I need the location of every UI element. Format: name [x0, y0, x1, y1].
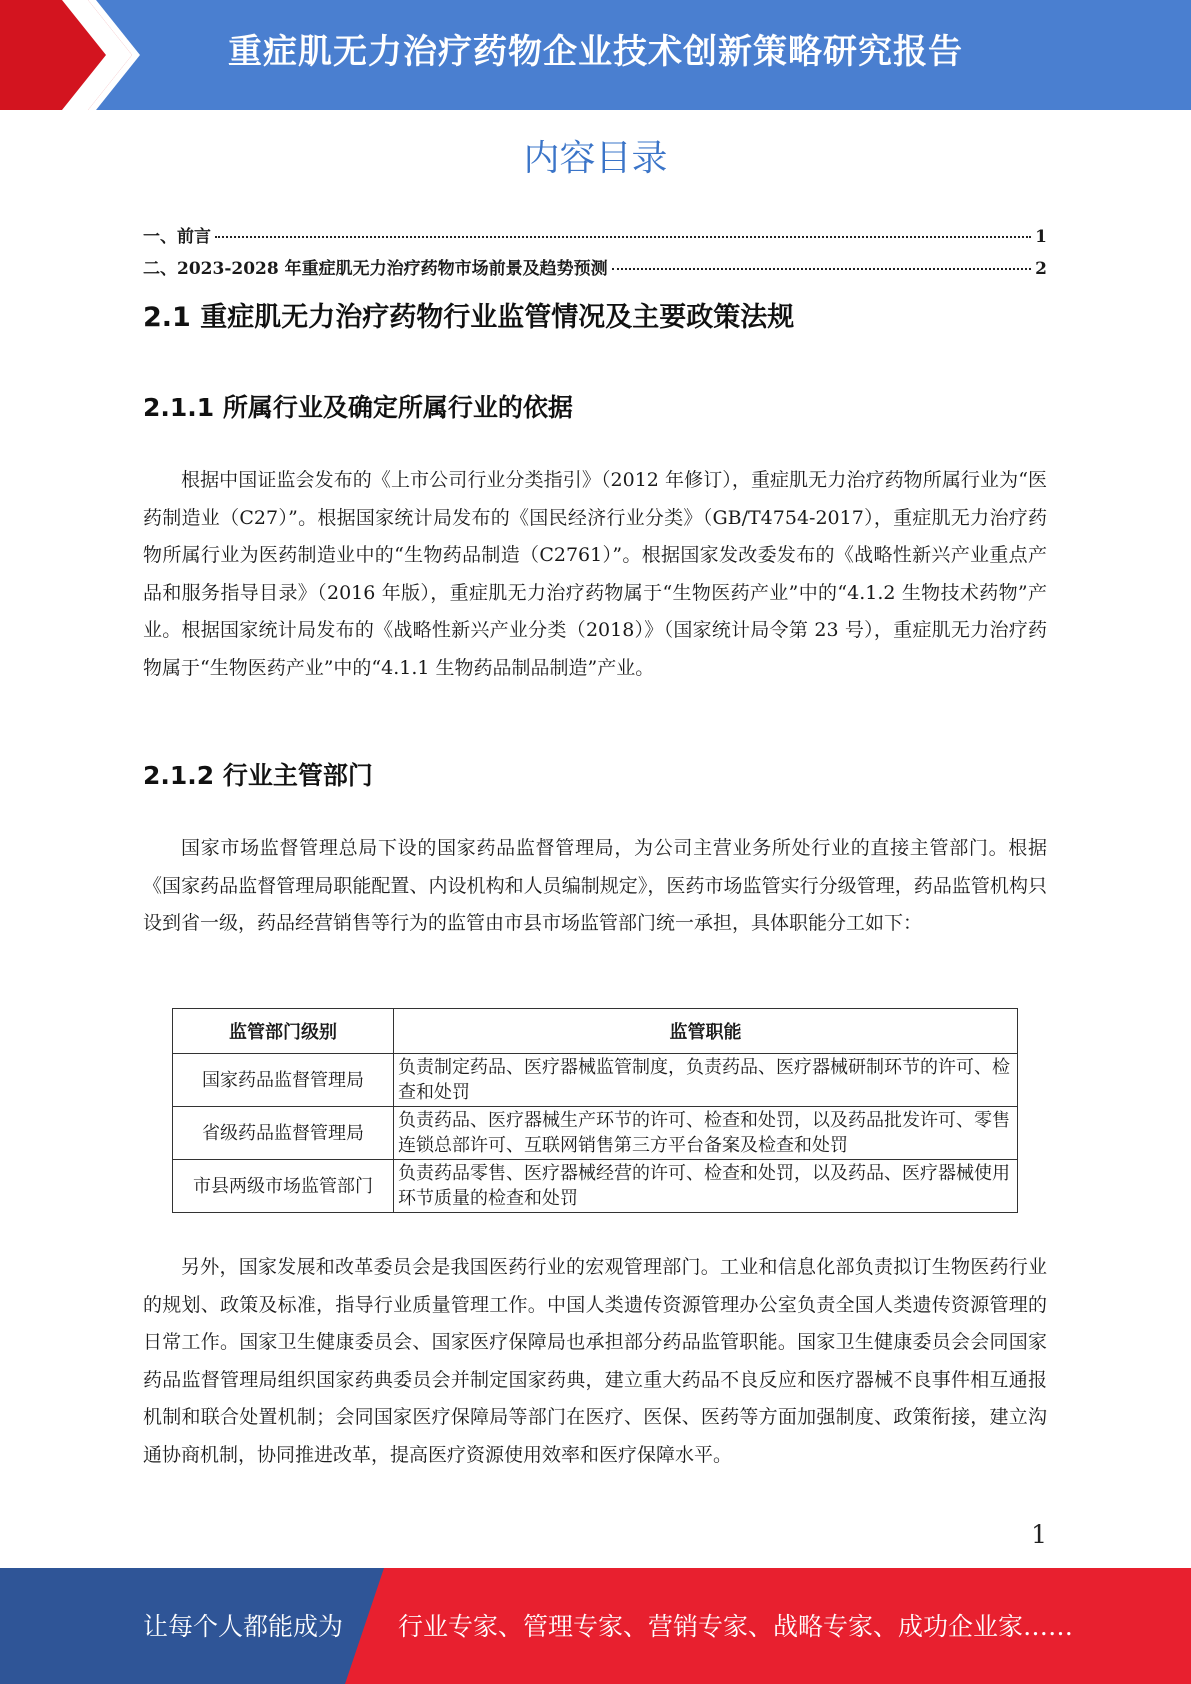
- table-row: [173, 1107, 1018, 1160]
- regulator-paragraph: 国家市场监督管理总局下设的国家药品监督管理局，为公司主营业务所处行业的直接主管部门。根据《国家药品监督管理局职能配置、内设机构和人员编制规定》，医药市场监管实行分级管理，药品监管机构只设到省一级，药品经营销售等行为的监管由市县市场监管部门统一承担，具体职能分工如下：: [143, 837, 1047, 934]
- regulatory-table: [172, 1008, 1018, 1213]
- toc-entry-page: 1: [1035, 227, 1047, 247]
- page-number: 1: [1031, 1520, 1047, 1549]
- industry-classification-paragraph: 根据中国证监会发布的《上市公司行业分类指引》（2012 年修订），重症肌无力治疗药物所属行业为“医药制造业（C27）”。根据国家统计局发布的《国民经济行业分类》（GB/T4754-2017），重症肌无力治疗药物所属行业为医药制造业中的“生物药品制造（C2761）”。根据国家发改委发布的《战略性新兴产业重点产品和服务指导目录》（2016 年版），重症肌无力治疗药物属于“生物医药产业”中的“4.1.2 生物技术药物”产业。根据国家统计局发布的《战略性新兴产业分类（2018）》（国家统计局令第 23 号），重症肌无力治疗药物属于“生物医药产业”中的“4.1.1 生物药品制品制造”产业。: [143, 469, 1047, 679]
- table-cell-level: 省级药品监督管理局: [173, 1107, 394, 1160]
- toc-entry-preface[interactable]: [143, 222, 1047, 254]
- table-header-row: [173, 1009, 1018, 1054]
- toc-entry-page: 2: [1035, 259, 1047, 279]
- toc-leader-dots: [215, 236, 1031, 238]
- section-heading-2-1-1: 2.1.1 所属行业及确定所属行业的依据: [143, 393, 573, 422]
- table-row: [173, 1160, 1018, 1213]
- table-cell-level: 国家药品监督管理局: [173, 1054, 394, 1107]
- page-footer-banner: [0, 1568, 1191, 1684]
- footer-slogan-left: 让每个人都能成为: [143, 1612, 344, 1641]
- header-arrow-decoration: [0, 0, 140, 110]
- toc-leader-dots: [612, 268, 1032, 270]
- table-cell-duty: 负责制定药品、医疗器械监管制度，负责药品、医疗器械研制环节的许可、检查和处罚: [394, 1054, 1018, 1107]
- table-cell-duty: 负责药品、医疗器械生产环节的许可、检查和处罚，以及药品批发许可、零售连锁总部许可、互联网销售第三方平台备案及检查和处罚: [394, 1107, 1018, 1160]
- page-header-banner: [0, 0, 1191, 110]
- footer-slogan-right: 行业专家、管理专家、营销专家、战略专家、成功企业家……: [398, 1612, 1074, 1641]
- toc-entry-title: 二、2023-2028 年重症肌无力治疗药物市场前景及趋势预测: [143, 259, 608, 279]
- table-cell-duty: 负责药品零售、医疗器械经营的许可、检查和处罚，以及药品、医疗器械使用环节质量的检查和处罚: [394, 1160, 1018, 1213]
- table-of-contents: [143, 222, 1047, 286]
- toc-entry-market-forecast[interactable]: [143, 254, 1047, 286]
- section-heading-2-1-2: 2.1.2 行业主管部门: [143, 761, 373, 790]
- table-row: [173, 1054, 1018, 1107]
- report-title: 重症肌无力治疗药物企业技术创新策略研究报告: [228, 32, 963, 72]
- toc-entry-title: 一、前言: [143, 227, 211, 247]
- section-heading-2-1: 2.1 重症肌无力治疗药物行业监管情况及主要政策法规: [143, 302, 795, 333]
- toc-heading: 内容目录: [523, 138, 668, 179]
- column-header-duty: 监管职能: [394, 1009, 1018, 1054]
- column-header-level: 监管部门级别: [173, 1009, 394, 1054]
- closing-paragraph: 另外，国家发展和改革委员会是我国医药行业的宏观管理部门。工业和信息化部负责拟订生物医药行业的规划、政策及标准，指导行业质量管理工作。中国人类遗传资源管理办公室负责全国人类遗传资源管理的日常工作。国家卫生健康委员会、国家医疗保障局也承担部分药品监管职能。国家卫生健康委员会会同国家药品监督管理局组织国家药典委员会并制定国家药典，建立重大药品不良反应和医疗器械不良事件相互通报机制和联合处置机制；会同国家医疗保障局等部门在医疗、医保、医药等方面加强制度、政策衔接，建立沟通协商机制，协同推进改革，提高医疗资源使用效率和医疗保障水平。: [143, 1256, 1047, 1466]
- table-cell-level: 市县两级市场监管部门: [173, 1160, 394, 1213]
